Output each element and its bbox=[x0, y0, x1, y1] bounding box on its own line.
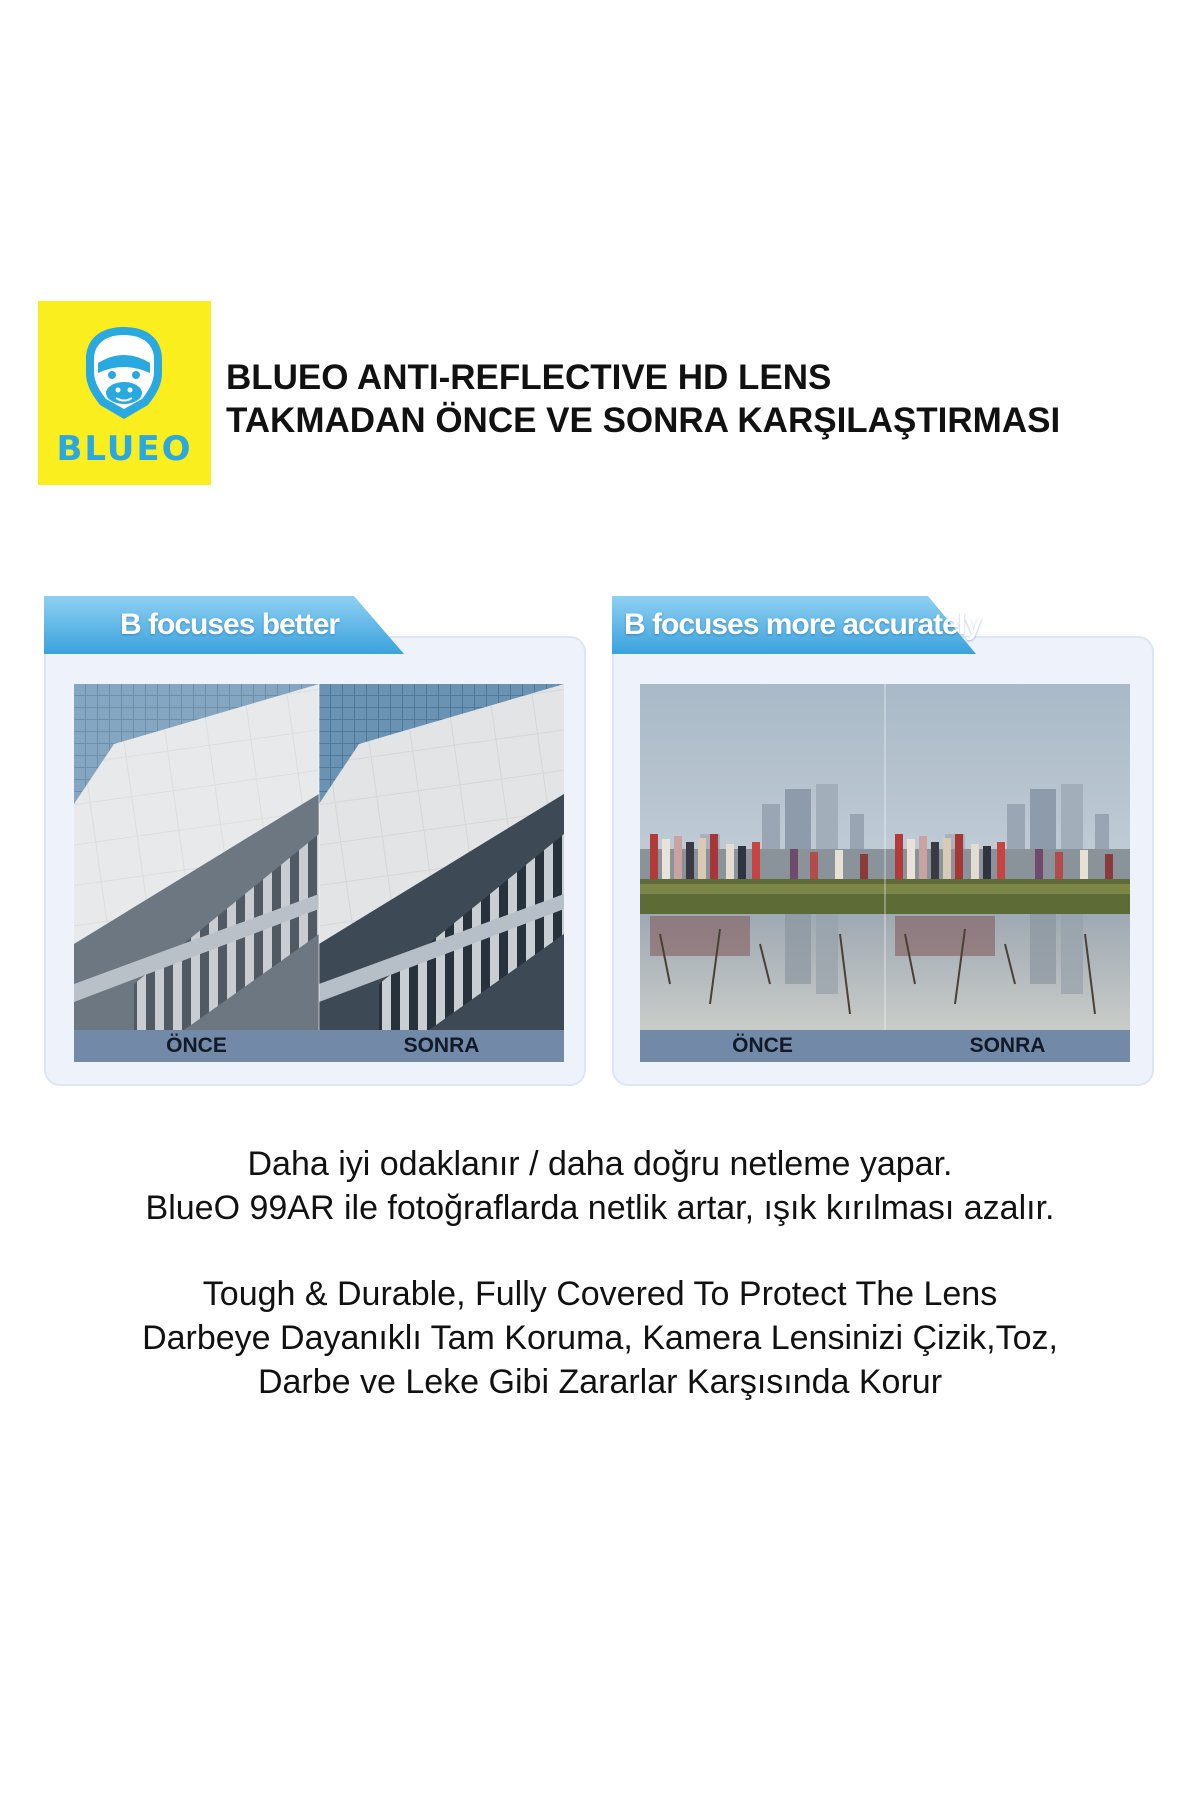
description-line: Tough & Durable, Fully Covered To Protect The Lens bbox=[202, 1275, 998, 1313]
before-label: ÖNCE bbox=[166, 1034, 227, 1057]
description-line: BlueO 99AR ile fotoğraflarda netlik artar, ışık kırılması azalır. bbox=[145, 1189, 1055, 1227]
after-label: SONRA bbox=[403, 1034, 480, 1057]
panel-tab-label: B focuses more accurately bbox=[624, 608, 981, 641]
description-line: Darbe ve Leke Gibi Zararlar Karşısında Korur bbox=[257, 1363, 943, 1401]
blueo-logo bbox=[38, 301, 211, 485]
gorilla-head-icon bbox=[38, 301, 211, 431]
before-label: ÖNCE bbox=[732, 1034, 793, 1057]
page-title bbox=[226, 356, 1126, 442]
city-waterfront-crowd-photo bbox=[640, 684, 1130, 1030]
after-label: SONRA bbox=[969, 1034, 1046, 1057]
logo-wordmark: BLUEO bbox=[56, 429, 193, 469]
building-facade-photo bbox=[74, 684, 564, 1030]
title-line-2: TAKMADAN ÖNCE VE SONRA KARŞILAŞTIRMASI bbox=[226, 401, 1061, 440]
description-focus bbox=[50, 1142, 1150, 1230]
description-durability bbox=[50, 1272, 1150, 1404]
description-line: Darbeye Dayanıklı Tam Koruma, Kamera Lensinizi Çizik,Toz, bbox=[142, 1319, 1058, 1357]
panel-tab-label: B focuses better bbox=[120, 608, 340, 641]
description-line: Daha iyi odaklanır / daha doğru netleme yapar. bbox=[247, 1145, 953, 1183]
comparison-caption-bar bbox=[640, 1030, 1130, 1062]
comparison-caption-bar bbox=[74, 1030, 564, 1062]
title-line-1: BLUEO ANTI-REFLECTIVE HD LENS bbox=[226, 358, 832, 397]
